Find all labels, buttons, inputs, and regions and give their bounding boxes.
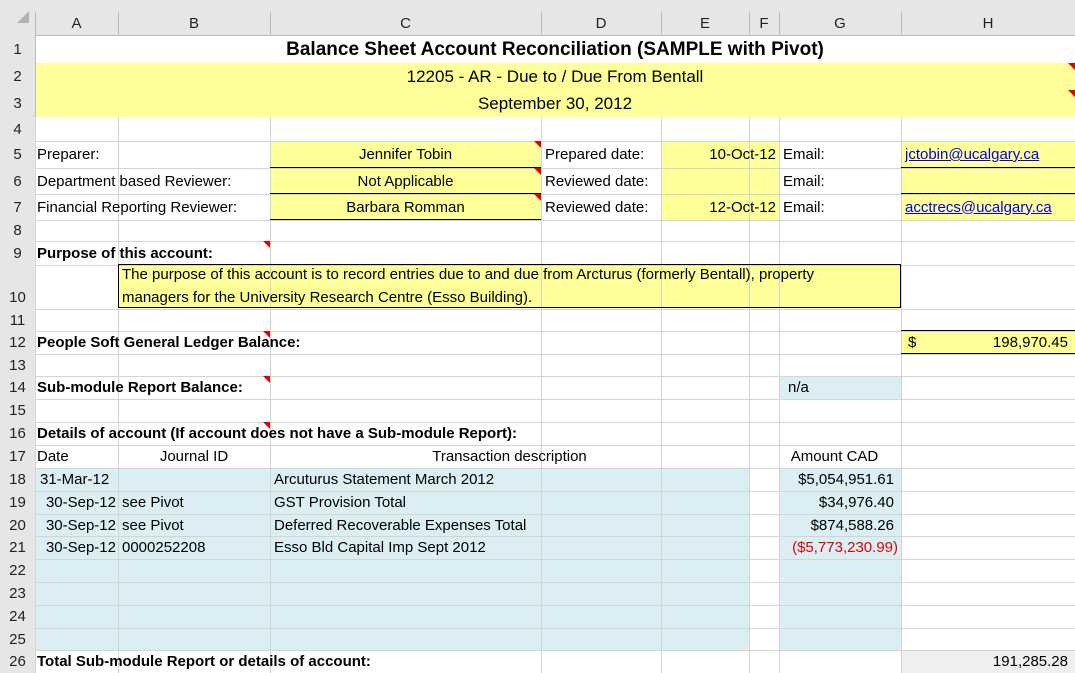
reconciliation-period[interactable]: September 30, 2012 <box>477 94 633 113</box>
gl-balance-amount[interactable]: 198,970.45 <box>992 334 1068 351</box>
column-description-header[interactable]: Transaction description <box>432 448 587 465</box>
row-header[interactable]: 13 <box>0 354 35 376</box>
fin-email-link[interactable]: acctrecs@ucalgary.ca <box>905 198 1052 216</box>
select-all-icon <box>17 11 29 23</box>
transaction-amount-negative[interactable]: ($5,773,230.99) <box>792 539 898 556</box>
column-header-d[interactable]: D <box>541 12 661 35</box>
row-header[interactable]: 20 <box>0 514 35 536</box>
fin-reviewed-date-cell[interactable]: 12-Oct-12 <box>709 198 776 216</box>
select-all-corner[interactable] <box>0 0 35 35</box>
transaction-amount[interactable]: $5,054,951.61 <box>798 471 894 488</box>
transaction-amount[interactable]: $874,588.26 <box>810 516 894 534</box>
transaction-description[interactable]: GST Provision Total <box>274 494 407 511</box>
row-header[interactable]: 5 <box>0 141 35 168</box>
preparer-name-cell[interactable]: Jennifer Tobin <box>358 146 453 163</box>
total-amount[interactable]: 191,285.28 <box>992 653 1068 670</box>
gl-balance-label[interactable]: People Soft General Ledger Balance: <box>37 334 301 351</box>
email-label[interactable]: Email: <box>783 172 825 190</box>
prepared-date-cell[interactable]: 10-Oct-12 <box>709 146 776 163</box>
row-header[interactable]: 21 <box>0 536 35 559</box>
transaction-journal[interactable]: 0000252208 <box>122 539 206 556</box>
row-header[interactable]: 14 <box>0 376 35 399</box>
prepared-date-label[interactable]: Prepared date: <box>545 146 645 163</box>
row-header[interactable]: 16 <box>0 422 35 445</box>
transaction-date[interactable]: 31-Mar-12 <box>40 471 110 488</box>
email-label[interactable]: Email: <box>783 146 825 163</box>
column-header-h[interactable]: H <box>901 12 1075 35</box>
row-header[interactable]: 12 <box>0 331 35 354</box>
row-header[interactable]: 10 <box>0 265 35 309</box>
transaction-description[interactable]: Esso Bld Capital Imp Sept 2012 <box>274 539 486 556</box>
transaction-description[interactable]: Arcuturus Statement March 2012 <box>274 471 495 488</box>
transaction-journal[interactable]: see Pivot <box>122 494 184 511</box>
purpose-text-line2[interactable]: managers for the University Research Centre (Esso Building). <box>122 289 533 306</box>
transaction-date[interactable]: 30-Sep-12 <box>45 539 116 556</box>
row-header[interactable]: 18 <box>0 468 35 491</box>
reviewed-date-label[interactable]: Reviewed date: <box>545 198 649 216</box>
column-header-f[interactable]: F <box>749 12 779 35</box>
row-header[interactable]: 9 <box>0 241 35 265</box>
details-label[interactable]: Details of account (If account does not have a Sub-module Report): <box>37 425 518 442</box>
column-header-a[interactable]: A <box>35 12 118 35</box>
purpose-text-line1[interactable]: The purpose of this account is to record entries due to and due from Arcturus (formerly Bentall), property <box>122 266 814 283</box>
transaction-journal[interactable]: see Pivot <box>122 516 184 534</box>
submodule-label[interactable]: Sub-module Report Balance: <box>37 379 243 396</box>
submodule-value[interactable]: n/a <box>788 379 809 396</box>
dept-reviewer-name-cell[interactable]: Not Applicable <box>357 172 454 190</box>
row-header[interactable]: 15 <box>0 399 35 422</box>
total-label[interactable]: Total Sub-module Report or details of account: <box>37 653 371 670</box>
column-amount-header[interactable]: Amount CAD <box>790 448 879 465</box>
preparer-label[interactable]: Preparer: <box>37 146 100 163</box>
row-header[interactable]: 25 <box>0 628 35 650</box>
dept-reviewer-label[interactable]: Department based Reviewer: <box>37 172 232 190</box>
fin-reviewer-label[interactable]: Financial Reporting Reviewer: <box>37 198 238 216</box>
row-header[interactable]: 19 <box>0 491 35 514</box>
transaction-journal[interactable] <box>122 468 270 491</box>
row-header[interactable]: 23 <box>0 582 35 605</box>
account-name[interactable]: 12205 - AR - Due to / Due From Bentall <box>406 67 704 86</box>
email-label[interactable]: Email: <box>783 198 825 216</box>
row-header[interactable]: 22 <box>0 559 35 582</box>
row-header[interactable]: 4 <box>0 117 35 141</box>
column-header-e[interactable]: E <box>661 12 749 35</box>
dept-email-cell[interactable] <box>905 168 1075 194</box>
column-header-g[interactable]: G <box>779 12 901 35</box>
row-header[interactable]: 3 <box>0 90 35 117</box>
transaction-amount[interactable]: $34,976.40 <box>818 494 894 511</box>
fin-reviewer-name-cell[interactable]: Barbara Romman <box>346 198 465 216</box>
transaction-date[interactable]: 30-Sep-12 <box>45 494 116 511</box>
column-header-c[interactable]: C <box>270 12 541 35</box>
row-header[interactable]: 7 <box>0 194 35 220</box>
column-journal-header[interactable]: Journal ID <box>159 448 229 465</box>
reviewed-date-label[interactable]: Reviewed date: <box>545 172 649 190</box>
row-header[interactable]: 8 <box>0 220 35 241</box>
dept-reviewed-date-cell[interactable] <box>661 168 776 194</box>
row-header[interactable]: 26 <box>0 650 35 673</box>
row-header[interactable]: 6 <box>0 168 35 194</box>
row-header[interactable]: 1 <box>0 35 35 63</box>
row-header[interactable]: 11 <box>0 309 35 331</box>
row-header[interactable]: 24 <box>0 605 35 628</box>
preparer-email-link[interactable]: jctobin@ucalgary.ca <box>905 146 1040 163</box>
column-header-b[interactable]: B <box>118 12 270 35</box>
row-header[interactable]: 2 <box>0 63 35 90</box>
transaction-description[interactable]: Deferred Recoverable Expenses Total <box>274 516 527 534</box>
purpose-label[interactable]: Purpose of this account: <box>37 244 213 262</box>
gl-currency-symbol: $ <box>908 334 917 351</box>
column-date-header[interactable]: Date <box>37 448 69 465</box>
row-header[interactable]: 17 <box>0 445 35 468</box>
sheet-title[interactable]: Balance Sheet Account Reconciliation (SAMPLE with Pivot) <box>286 38 824 60</box>
transaction-date[interactable]: 30-Sep-12 <box>45 516 116 534</box>
